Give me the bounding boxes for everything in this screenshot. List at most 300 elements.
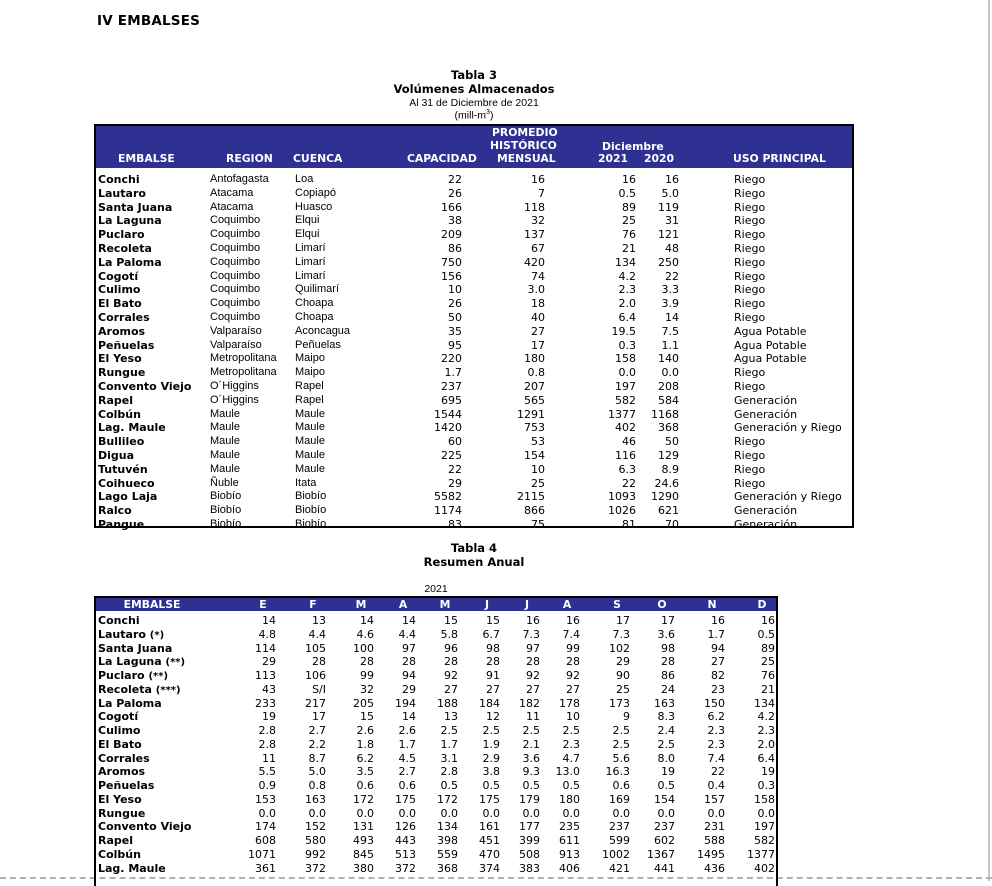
cell-month-value: 97 bbox=[402, 641, 416, 655]
header-month: D bbox=[757, 598, 767, 611]
cell-month-value: 2.3 bbox=[757, 724, 775, 737]
cell-month-value: 172 bbox=[437, 792, 458, 806]
cell-month-value: 2.8 bbox=[258, 724, 276, 737]
table-row bbox=[96, 669, 776, 683]
cell-uso: Riego bbox=[734, 186, 766, 200]
cell-month-value: 3.5 bbox=[356, 765, 374, 779]
cell-dic-2021: 158 bbox=[615, 352, 636, 366]
cell-embalse: Recoleta bbox=[98, 241, 152, 255]
cell-promedio: 2115 bbox=[517, 490, 545, 504]
cell-month-value: 76 bbox=[761, 669, 775, 682]
header-month: N bbox=[707, 598, 717, 611]
cell-embalse: El Yeso bbox=[98, 352, 142, 366]
cell-month-value: 94 bbox=[711, 641, 725, 655]
cell-region: Ñuble bbox=[210, 476, 239, 489]
cell-month-value: 3.1 bbox=[440, 751, 458, 765]
cell-embalse: Lautaro bbox=[98, 186, 146, 200]
cell-month-value: 8.0 bbox=[657, 751, 675, 765]
cell-month-value: 1.8 bbox=[356, 737, 374, 751]
cell-month-value: 150 bbox=[704, 696, 725, 710]
cell-embalse bbox=[98, 697, 162, 711]
cell-month-value: 28 bbox=[402, 655, 416, 669]
tabla4-header bbox=[96, 598, 776, 611]
cell-month-value: 24 bbox=[661, 682, 675, 696]
cell-month-value: 2.7 bbox=[398, 765, 416, 779]
header-month: J bbox=[484, 598, 490, 611]
cell-capacidad: 35 bbox=[448, 324, 462, 338]
cell-uso: Riego bbox=[734, 297, 766, 311]
table-row bbox=[96, 352, 852, 366]
cell-month-value: 2.3 bbox=[707, 737, 725, 751]
cell-region: Coquimbo bbox=[210, 228, 261, 241]
cell-embalse: Pangue bbox=[98, 517, 145, 531]
cell-dic-2020: 119 bbox=[658, 200, 679, 214]
cell-cuenca: Maule bbox=[295, 448, 325, 461]
cell-month-value: 470 bbox=[479, 847, 500, 861]
cell-promedio: 118 bbox=[524, 200, 545, 214]
cell-dic-2021: 1377 bbox=[608, 407, 636, 421]
cell-dic-2021: 2.0 bbox=[618, 297, 636, 311]
cell-month-value: 380 bbox=[353, 861, 374, 875]
cell-month-value: 2.2 bbox=[308, 737, 326, 751]
cell-month-value: 188 bbox=[437, 696, 458, 710]
section-title: IV EMBALSES bbox=[97, 13, 201, 29]
cell-month-value: 8.7 bbox=[308, 751, 326, 765]
cell-uso: Riego bbox=[734, 462, 766, 476]
cell-month-value: 402 bbox=[754, 861, 775, 875]
table-row bbox=[96, 201, 852, 215]
cell-month-value: 131 bbox=[353, 820, 374, 834]
cell-promedio: 154 bbox=[524, 448, 545, 462]
table-row bbox=[96, 820, 776, 834]
cell-month-value: 43 bbox=[262, 682, 276, 696]
cell-month-value: 174 bbox=[255, 820, 276, 834]
cell-dic-2021: 19.5 bbox=[611, 324, 636, 338]
table-row bbox=[96, 683, 776, 697]
cell-promedio: 25 bbox=[531, 476, 545, 490]
cell-cuenca: Aconcagua bbox=[295, 324, 351, 337]
cell-dic-2021: 6.3 bbox=[618, 462, 636, 476]
cell-dic-2021: 81 bbox=[622, 517, 636, 531]
cell-cuenca: Choapa bbox=[295, 297, 334, 310]
page-edge-right bbox=[988, 0, 990, 881]
cell-month-value: 451 bbox=[479, 834, 500, 847]
cell-month-value: 368 bbox=[437, 861, 458, 875]
table-row bbox=[96, 449, 852, 463]
cell-dic-2020: 70 bbox=[665, 517, 679, 531]
cell-cuenca: Elqui bbox=[295, 214, 320, 227]
header-2021: 2021 bbox=[598, 152, 629, 165]
embalse-name: Peñuelas bbox=[98, 779, 155, 792]
cell-month-value: 0.5 bbox=[482, 779, 500, 792]
embalse-name: El Bato bbox=[98, 737, 142, 751]
cell-dic-2020: 140 bbox=[658, 352, 679, 366]
cell-month-value: 0.9 bbox=[258, 779, 276, 792]
tabla4-subtitle: Resumen Anual bbox=[423, 555, 525, 569]
cell-dic-2021: 6.4 bbox=[618, 310, 636, 324]
cell-month-value: 0.0 bbox=[356, 806, 374, 820]
table-row bbox=[96, 848, 776, 862]
cell-month-value: 169 bbox=[609, 792, 630, 806]
embalse-name: La Laguna bbox=[98, 655, 162, 669]
cell-promedio: 0.8 bbox=[527, 366, 545, 380]
cell-month-value: 913 bbox=[559, 847, 580, 861]
cell-cuenca: Huasco bbox=[295, 200, 333, 213]
cell-month-value: 0.0 bbox=[657, 806, 675, 820]
cell-month-value: 599 bbox=[609, 834, 630, 847]
cell-month-value: 173 bbox=[609, 696, 630, 710]
cell-month-value: 0.0 bbox=[612, 806, 630, 820]
cell-month-value: 175 bbox=[395, 792, 416, 806]
cell-dic-2021: 76 bbox=[622, 228, 636, 242]
table-row bbox=[96, 738, 776, 752]
table-row bbox=[96, 807, 776, 821]
table-row bbox=[96, 463, 852, 477]
cell-month-value: 82 bbox=[711, 669, 725, 682]
cell-month-value: 361 bbox=[255, 861, 276, 875]
cell-month-value: 0.0 bbox=[757, 806, 775, 820]
cell-cuenca: Biobío bbox=[295, 517, 327, 530]
cell-dic-2021: 402 bbox=[615, 421, 636, 435]
cell-month-value: 398 bbox=[437, 834, 458, 847]
cell-month-value: 580 bbox=[305, 834, 326, 847]
cell-embalse bbox=[98, 779, 154, 793]
cell-region: Metropolitana bbox=[210, 352, 277, 365]
cell-dic-2020: 31 bbox=[665, 214, 679, 228]
cell-dic-2021: 0.5 bbox=[618, 186, 636, 200]
cell-month-value: 16 bbox=[526, 614, 540, 627]
cell-cuenca: Maipo bbox=[295, 366, 325, 379]
table-row bbox=[96, 642, 776, 656]
cell-promedio: 74 bbox=[531, 269, 545, 283]
cell-month-value: 163 bbox=[654, 696, 675, 710]
cell-uso: Generación bbox=[734, 517, 798, 531]
cell-month-value: 2.7 bbox=[308, 724, 326, 737]
cell-dic-2021: 46 bbox=[622, 435, 636, 449]
cell-month-value: 441 bbox=[654, 861, 675, 875]
cell-month-value: 2.4 bbox=[657, 724, 675, 737]
cell-month-value: 559 bbox=[437, 847, 458, 861]
cell-month-value: 16 bbox=[711, 614, 725, 627]
cell-cuenca: Elqui bbox=[295, 228, 320, 241]
cell-embalse: Cogotí bbox=[98, 269, 139, 283]
cell-month-value: 0.0 bbox=[258, 806, 276, 820]
cell-month-value: 89 bbox=[761, 641, 775, 655]
cell-embalse bbox=[98, 738, 142, 752]
cell-uso: Riego bbox=[734, 379, 766, 393]
cell-month-value: 197 bbox=[754, 820, 775, 834]
cell-month-value: 4.4 bbox=[308, 627, 326, 641]
cell-month-value: 2.8 bbox=[440, 765, 458, 779]
cell-region: Maule bbox=[210, 407, 240, 420]
cell-month-value: 194 bbox=[395, 696, 416, 710]
cell-dic-2020: 584 bbox=[658, 393, 679, 407]
cell-month-value: 8.3 bbox=[657, 710, 675, 724]
tabla3-date: Al 31 de Diciembre de 2021 bbox=[409, 97, 539, 109]
table-row bbox=[96, 228, 852, 242]
cell-month-value: S/I bbox=[312, 682, 326, 696]
cell-region: Maule bbox=[210, 421, 240, 434]
cell-capacidad: 1.7 bbox=[444, 366, 462, 380]
cell-uso: Generación y Riego bbox=[734, 421, 842, 435]
table-row bbox=[96, 325, 852, 339]
cell-month-value: 5.8 bbox=[440, 627, 458, 641]
cell-uso: Riego bbox=[734, 283, 766, 297]
cell-month-value: 19 bbox=[661, 765, 675, 779]
cell-region: Maule bbox=[210, 435, 240, 448]
cell-month-value: 102 bbox=[609, 641, 630, 655]
table-row bbox=[96, 779, 776, 793]
tabla3-title: Tabla 3 bbox=[450, 68, 498, 82]
table-row bbox=[96, 339, 852, 353]
cell-month-value: 0.3 bbox=[757, 779, 775, 792]
cell-month-value: 1002 bbox=[602, 847, 630, 861]
cell-capacidad: 750 bbox=[441, 255, 462, 269]
cell-dic-2021: 197 bbox=[615, 379, 636, 393]
cell-uso: Riego bbox=[734, 214, 766, 228]
cell-month-value: 23 bbox=[711, 682, 725, 696]
cell-month-value: 582 bbox=[754, 834, 775, 847]
cell-uso: Riego bbox=[734, 448, 766, 462]
cell-dic-2021: 582 bbox=[615, 393, 636, 407]
cell-month-value: 19 bbox=[761, 765, 775, 779]
table-row bbox=[96, 710, 776, 724]
embalse-name: Convento Viejo bbox=[98, 820, 192, 834]
cell-month-value: 17 bbox=[661, 614, 675, 627]
cell-month-value: 175 bbox=[479, 792, 500, 806]
cell-month-value: 134 bbox=[437, 820, 458, 834]
cell-capacidad: 60 bbox=[448, 435, 462, 449]
cell-month-value: 4.8 bbox=[258, 627, 276, 641]
cell-month-value: 154 bbox=[654, 792, 675, 806]
cell-dic-2021: 16 bbox=[622, 173, 636, 186]
embalse-name: Conchi bbox=[98, 614, 140, 627]
embalse-name: Lautaro bbox=[98, 627, 146, 641]
cell-month-value: 1.7 bbox=[440, 737, 458, 751]
tabla4-table bbox=[94, 596, 778, 886]
header-month: S bbox=[613, 598, 621, 611]
table-row bbox=[96, 834, 776, 848]
cell-dic-2020: 5.0 bbox=[661, 186, 679, 200]
cell-dic-2020: 7.5 bbox=[661, 324, 679, 338]
cell-month-value: 421 bbox=[609, 861, 630, 875]
cell-capacidad: 29 bbox=[448, 476, 462, 490]
cell-month-value: 0.5 bbox=[522, 779, 540, 792]
cell-month-value: 372 bbox=[395, 861, 416, 875]
cell-month-value: 1.7 bbox=[398, 737, 416, 751]
cell-month-value: 0.6 bbox=[398, 779, 416, 792]
header-2020: 2020 bbox=[644, 152, 675, 165]
cell-dic-2020: 3.3 bbox=[661, 283, 679, 297]
cell-month-value: 157 bbox=[704, 792, 725, 806]
cell-month-value: 92 bbox=[566, 669, 580, 682]
cell-month-value: 4.6 bbox=[356, 627, 374, 641]
cell-embalse: Tutuvén bbox=[98, 462, 148, 476]
cell-month-value: 443 bbox=[395, 834, 416, 847]
table-row bbox=[96, 187, 852, 201]
cell-month-value: 231 bbox=[704, 820, 725, 834]
cell-dic-2020: 250 bbox=[658, 255, 679, 269]
cell-month-value: 179 bbox=[519, 792, 540, 806]
table-row bbox=[96, 366, 852, 380]
cell-region: Maule bbox=[210, 462, 240, 475]
cell-month-value: 0.6 bbox=[356, 779, 374, 792]
footnote-marker: (*) bbox=[149, 629, 165, 641]
cell-month-value: 6.2 bbox=[707, 710, 725, 724]
cell-month-value: 126 bbox=[395, 820, 416, 834]
header-uso: USO PRINCIPAL bbox=[733, 152, 826, 165]
cell-capacidad: 237 bbox=[441, 379, 462, 393]
cell-capacidad: 10 bbox=[448, 283, 462, 297]
cell-month-value: 2.3 bbox=[562, 737, 580, 751]
cell-embalse bbox=[98, 683, 181, 698]
cell-month-value: 383 bbox=[519, 861, 540, 875]
cell-month-value: 1377 bbox=[747, 847, 775, 861]
cell-uso: Generación y Riego bbox=[734, 490, 842, 504]
cell-month-value: 7.3 bbox=[612, 627, 630, 641]
header-capacidad: CAPACIDAD bbox=[407, 152, 477, 165]
cell-dic-2021: 22 bbox=[622, 476, 636, 490]
cell-month-value: 152 bbox=[305, 820, 326, 834]
cell-month-value: 493 bbox=[353, 834, 374, 847]
cell-month-value: 14 bbox=[262, 614, 276, 627]
cell-promedio: 53 bbox=[531, 435, 545, 449]
cell-month-value: 406 bbox=[559, 861, 580, 875]
cell-promedio: 137 bbox=[524, 228, 545, 242]
embalse-name: Santa Juana bbox=[98, 641, 173, 655]
cell-embalse: La Laguna bbox=[98, 214, 162, 228]
cell-month-value: 2.1 bbox=[522, 737, 540, 751]
cell-month-value: 5.6 bbox=[612, 751, 630, 765]
cell-month-value: 2.5 bbox=[612, 737, 630, 751]
cell-uso: Riego bbox=[734, 366, 766, 380]
table-row bbox=[96, 256, 852, 270]
cell-month-value: 158 bbox=[754, 792, 775, 806]
cell-dic-2021: 4.2 bbox=[618, 269, 636, 283]
cell-cuenca: Quilimarí bbox=[295, 283, 340, 296]
cell-month-value: 0.5 bbox=[562, 779, 580, 792]
cell-month-value: 14 bbox=[402, 710, 416, 724]
cell-dic-2021: 0.3 bbox=[618, 338, 636, 352]
embalse-name: Rapel bbox=[98, 834, 133, 847]
cell-month-value: 508 bbox=[519, 847, 540, 861]
table-row bbox=[96, 297, 852, 311]
header-cuenca: CUENCA bbox=[293, 152, 343, 165]
cell-cuenca: Limarí bbox=[295, 269, 326, 282]
cell-month-value: 1367 bbox=[647, 847, 675, 861]
header-month: A bbox=[398, 598, 408, 611]
cell-month-value: 27 bbox=[566, 682, 580, 696]
cell-uso: Riego bbox=[734, 476, 766, 490]
cell-month-value: 14 bbox=[360, 614, 374, 627]
cell-month-value: 2.0 bbox=[757, 737, 775, 751]
cell-month-value: 233 bbox=[255, 696, 276, 710]
cell-month-value: 4.4 bbox=[398, 627, 416, 641]
embalse-name: Corrales bbox=[98, 751, 150, 765]
cell-month-value: 0.0 bbox=[482, 806, 500, 820]
table-row bbox=[96, 380, 852, 394]
cell-uso: Riego bbox=[734, 435, 766, 449]
cell-month-value: 0.0 bbox=[440, 806, 458, 820]
cell-month-value: 114 bbox=[255, 641, 276, 655]
cell-month-value: 106 bbox=[305, 669, 326, 682]
cell-dic-2021: 134 bbox=[615, 255, 636, 269]
cell-dic-2021: 21 bbox=[622, 241, 636, 255]
cell-month-value: 1.9 bbox=[482, 737, 500, 751]
cell-month-value: 3.6 bbox=[522, 751, 540, 765]
cell-month-value: 2.6 bbox=[398, 724, 416, 737]
cell-month-value: 92 bbox=[526, 669, 540, 682]
cell-month-value: 217 bbox=[305, 696, 326, 710]
cell-promedio: 32 bbox=[531, 214, 545, 228]
cell-embalse: Colbún bbox=[98, 407, 141, 421]
header-embalse: EMBALSE bbox=[123, 598, 181, 611]
cell-uso: Riego bbox=[734, 310, 766, 324]
cell-dic-2020: 8.9 bbox=[661, 462, 679, 476]
cell-month-value: 6.4 bbox=[757, 751, 775, 765]
cell-embalse bbox=[98, 628, 164, 643]
cell-cuenca: Maule bbox=[295, 407, 325, 420]
table-row bbox=[96, 435, 852, 449]
cell-region: O´Higgins bbox=[210, 379, 259, 392]
cell-region: Antofagasta bbox=[210, 173, 269, 185]
cell-month-value: 9 bbox=[623, 710, 630, 724]
cell-embalse: Puclaro bbox=[98, 228, 145, 242]
cell-month-value: 96 bbox=[444, 641, 458, 655]
cell-month-value: 19 bbox=[262, 710, 276, 724]
cell-capacidad: 695 bbox=[441, 393, 462, 407]
cell-embalse: Rungue bbox=[98, 366, 146, 380]
cell-embalse bbox=[98, 862, 166, 876]
cell-month-value: 845 bbox=[353, 847, 374, 861]
cell-dic-2020: 1.1 bbox=[661, 338, 679, 352]
tabla3-body bbox=[96, 173, 852, 532]
cell-embalse bbox=[98, 820, 191, 834]
cell-month-value: 172 bbox=[353, 792, 374, 806]
cell-month-value: 99 bbox=[566, 641, 580, 655]
cell-capacidad: 26 bbox=[448, 297, 462, 311]
cell-capacidad: 22 bbox=[448, 462, 462, 476]
cell-embalse: Convento Viejo bbox=[98, 379, 192, 393]
cell-region: Biobío bbox=[210, 517, 242, 530]
cell-month-value: 1495 bbox=[697, 847, 725, 861]
cell-cuenca: Maule bbox=[295, 462, 325, 475]
table-row bbox=[96, 311, 852, 325]
cell-capacidad: 1174 bbox=[434, 504, 462, 518]
table-row bbox=[96, 628, 776, 642]
cell-dic-2020: 208 bbox=[658, 379, 679, 393]
cell-month-value: 98 bbox=[661, 641, 675, 655]
cell-region: Coquimbo bbox=[210, 283, 261, 296]
cell-month-value: 0.4 bbox=[707, 779, 725, 792]
cell-month-value: 588 bbox=[704, 834, 725, 847]
cell-month-value: 7.4 bbox=[562, 627, 580, 641]
cell-capacidad: 38 bbox=[448, 214, 462, 228]
cell-region: Coquimbo bbox=[210, 310, 261, 323]
cell-month-value: 513 bbox=[395, 847, 416, 861]
cell-month-value: 113 bbox=[255, 669, 276, 682]
cell-month-value: 27 bbox=[711, 655, 725, 669]
cell-cuenca: Peñuelas bbox=[295, 338, 341, 351]
embalse-name: Rungue bbox=[98, 806, 146, 820]
cell-month-value: 177 bbox=[519, 820, 540, 834]
cell-month-value: 2.5 bbox=[482, 724, 500, 737]
cell-cuenca: Choapa bbox=[295, 310, 334, 323]
cell-region: O´Higgins bbox=[210, 393, 259, 406]
cell-promedio: 40 bbox=[531, 310, 545, 324]
cell-region: Valparaíso bbox=[210, 338, 262, 351]
cell-month-value: 15 bbox=[360, 710, 374, 724]
